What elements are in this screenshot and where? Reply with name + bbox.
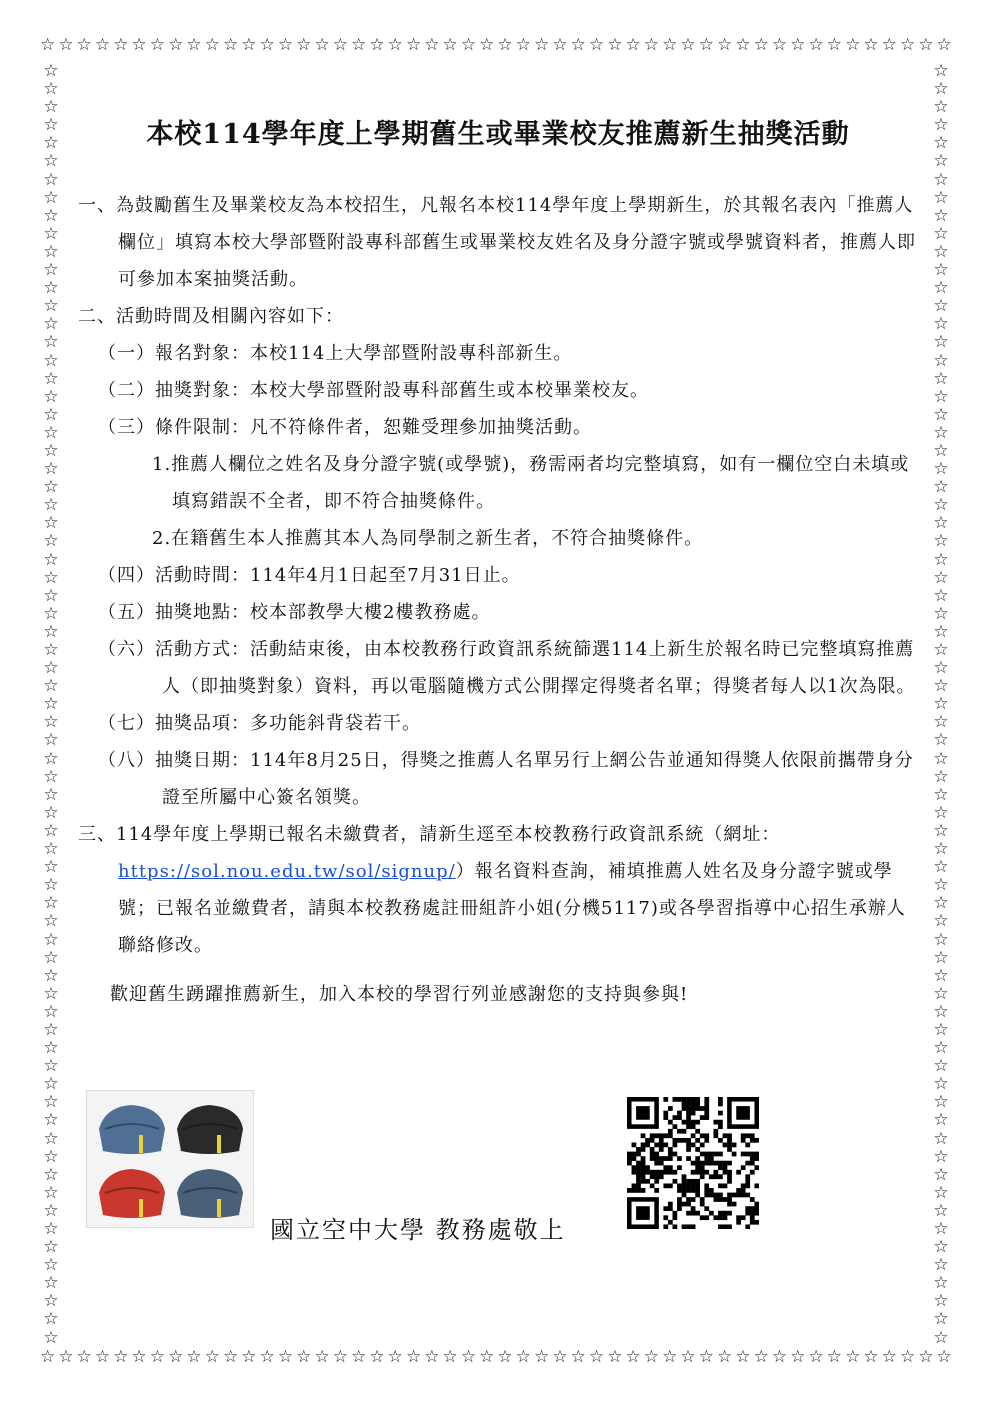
bag (99, 1105, 165, 1154)
star-glyph: ☆ (933, 947, 949, 968)
star-glyph: ☆ (899, 1347, 916, 1367)
star-glyph: ☆ (933, 585, 949, 606)
star-glyph: ☆ (933, 549, 949, 570)
star-glyph: ☆ (43, 314, 59, 335)
star-glyph: ☆ (845, 35, 861, 55)
star-glyph: ☆ (259, 1347, 275, 1367)
star-glyph: ☆ (534, 1347, 550, 1367)
star-glyph: ☆ (933, 440, 949, 461)
star-glyph: ☆ (43, 621, 59, 642)
star-glyph: ☆ (405, 35, 422, 55)
star-glyph: ☆ (933, 513, 949, 534)
bag (99, 1169, 165, 1218)
star-glyph: ☆ (43, 1237, 59, 1258)
star-glyph: ☆ (933, 1038, 949, 1059)
star-glyph: ☆ (933, 1291, 949, 1312)
star-glyph: ☆ (43, 459, 59, 480)
star-glyph: ☆ (168, 35, 184, 55)
star-glyph: ☆ (43, 676, 59, 697)
star-glyph: ☆ (43, 802, 59, 823)
prize-bag-photo (86, 1090, 254, 1228)
star-glyph: ☆ (933, 332, 949, 353)
star-glyph: ☆ (43, 513, 59, 534)
star-glyph: ☆ (43, 151, 59, 172)
star-glyph: ☆ (933, 893, 949, 914)
star-glyph: ☆ (680, 35, 696, 55)
star-glyph: ☆ (933, 169, 949, 190)
star-glyph: ☆ (43, 658, 59, 679)
star-glyph: ☆ (607, 35, 623, 55)
star-glyph: ☆ (552, 35, 568, 55)
star-glyph: ☆ (933, 531, 949, 552)
star-glyph: ☆ (753, 1347, 769, 1367)
condition-sub-item: 1.推薦人欄位之姓名及身分證字號(或學號)，務需兩者均完整填寫，如有一欄位空白未填或填寫錯誤不全者，即不符合抽獎條件。 (152, 454, 910, 512)
section-2-item: （三）條件限制：凡不符條件者，恕難受理參加抽獎活動。 (98, 417, 592, 438)
star-glyph: ☆ (863, 1347, 879, 1367)
star-glyph: ☆ (933, 621, 949, 642)
star-glyph: ☆ (387, 1347, 403, 1367)
star-glyph: ☆ (826, 1347, 843, 1367)
star-glyph: ☆ (43, 1255, 59, 1276)
star-glyph: ☆ (790, 1347, 806, 1367)
star-glyph: ☆ (43, 1146, 59, 1167)
star-glyph: ☆ (43, 440, 59, 461)
star-glyph: ☆ (113, 1347, 129, 1367)
star-glyph: ☆ (43, 386, 59, 407)
star-glyph: ☆ (43, 62, 59, 81)
condition-sub-item: 2.在籍舊生本人推薦其本人為同學制之新生者，不符合抽獎條件。 (152, 528, 704, 549)
star-glyph: ☆ (204, 1347, 220, 1367)
star-glyph: ☆ (735, 35, 751, 55)
star-glyph: ☆ (625, 1347, 641, 1367)
star-glyph: ☆ (43, 260, 59, 281)
star-glyph: ☆ (43, 1001, 59, 1022)
star-glyph: ☆ (790, 35, 806, 55)
star-glyph: ☆ (933, 676, 949, 697)
star-glyph: ☆ (168, 1347, 184, 1367)
star-glyph: ☆ (40, 1347, 56, 1367)
star-glyph: ☆ (43, 1182, 59, 1203)
star-glyph: ☆ (588, 35, 605, 55)
star-glyph: ☆ (643, 1347, 660, 1367)
star-glyph: ☆ (43, 911, 59, 932)
star-glyph: ☆ (933, 187, 949, 208)
star-glyph: ☆ (332, 35, 348, 55)
star-glyph: ☆ (314, 35, 330, 55)
star-glyph: ☆ (933, 965, 949, 986)
star-glyph: ☆ (918, 35, 934, 55)
star-glyph: ☆ (552, 1347, 568, 1367)
star-glyph: ☆ (479, 1347, 495, 1367)
star-glyph: ☆ (933, 296, 949, 317)
star-glyph: ☆ (933, 1128, 949, 1149)
star-glyph: ☆ (497, 35, 513, 55)
star-glyph: ☆ (933, 839, 949, 860)
star-glyph: ☆ (570, 35, 586, 55)
star-glyph: ☆ (771, 35, 788, 55)
section-2-item: （一）報名對象：本校114上大學部暨附設專科部新生。 (98, 343, 573, 364)
star-glyph: ☆ (933, 1146, 949, 1167)
star-glyph: ☆ (43, 694, 59, 715)
bag (177, 1169, 243, 1218)
star-glyph: ☆ (933, 784, 949, 805)
star-glyph: ☆ (43, 1092, 59, 1113)
star-glyph: ☆ (497, 1347, 513, 1367)
star-glyph: ☆ (43, 531, 59, 552)
star-glyph: ☆ (933, 97, 949, 118)
star-glyph: ☆ (43, 1200, 59, 1221)
star-glyph: ☆ (43, 278, 59, 299)
star-border-left (40, 62, 62, 1347)
star-glyph: ☆ (936, 35, 952, 55)
star-glyph: ☆ (933, 983, 949, 1004)
star-glyph: ☆ (933, 694, 949, 715)
star-glyph: ☆ (933, 79, 949, 100)
star-glyph: ☆ (424, 35, 440, 55)
star-glyph: ☆ (933, 1074, 949, 1095)
star-glyph: ☆ (936, 1347, 952, 1367)
star-glyph: ☆ (933, 477, 949, 498)
star-glyph: ☆ (43, 368, 59, 389)
star-glyph: ☆ (933, 151, 949, 172)
star-glyph: ☆ (186, 35, 202, 55)
star-glyph: ☆ (933, 1327, 949, 1347)
star-glyph: ☆ (933, 820, 949, 841)
star-glyph: ☆ (933, 1200, 949, 1221)
star-glyph: ☆ (933, 1019, 949, 1040)
star-glyph: ☆ (43, 350, 59, 371)
star-glyph: ☆ (933, 1273, 949, 1294)
star-glyph: ☆ (405, 1347, 422, 1367)
star-glyph: ☆ (460, 1347, 477, 1367)
star-glyph: ☆ (369, 35, 385, 55)
star-glyph: ☆ (933, 459, 949, 480)
section-2-item: （七）抽獎品項：多功能斜背袋若干。 (98, 713, 421, 734)
star-glyph: ☆ (296, 35, 312, 55)
section-2-item: （二）抽獎對象：本校大學部暨附設專科部舊生或本校畢業校友。 (98, 380, 649, 401)
section-3-text-after: ）報名資料查詢，補填推薦人姓名及身分證字號或學號；已報名並繳費者，請與本校教務處註冊組許小姐(分機5117)或各學習指導中心招生承辦人聯絡修改。 (118, 861, 906, 956)
star-glyph: ☆ (43, 1074, 59, 1095)
star-glyph: ☆ (933, 603, 949, 624)
star-glyph: ☆ (241, 35, 257, 55)
star-glyph: ☆ (515, 1347, 531, 1367)
star-glyph: ☆ (933, 875, 949, 896)
star-glyph: ☆ (43, 404, 59, 425)
star-glyph: ☆ (43, 115, 59, 136)
star-glyph: ☆ (43, 187, 59, 208)
star-glyph: ☆ (43, 947, 59, 968)
star-glyph: ☆ (113, 35, 129, 55)
star-glyph: ☆ (149, 35, 166, 55)
section-2-heading: 二、活動時間及相關內容如下： (78, 306, 344, 327)
star-glyph: ☆ (933, 567, 949, 588)
star-glyph: ☆ (43, 296, 59, 317)
star-glyph: ☆ (662, 1347, 678, 1367)
section-2-item: （八）抽獎日期：114年8月25日，得獎之推薦人名單另行上網公告並通知得獎人依限前攜帶身分證至所屬中心簽名領獎。 (98, 750, 914, 808)
star-glyph: ☆ (241, 1347, 257, 1367)
qr-code-image (627, 1097, 759, 1229)
star-glyph: ☆ (808, 35, 824, 55)
star-glyph: ☆ (933, 857, 949, 878)
star-glyph: ☆ (899, 35, 916, 55)
star-glyph: ☆ (460, 35, 477, 55)
star-glyph: ☆ (716, 35, 733, 55)
star-glyph: ☆ (259, 35, 275, 55)
star-glyph: ☆ (131, 35, 147, 55)
star-glyph: ☆ (826, 35, 843, 55)
star-glyph: ☆ (933, 386, 949, 407)
star-glyph: ☆ (43, 712, 59, 733)
star-glyph: ☆ (43, 1110, 59, 1131)
star-glyph: ☆ (277, 1347, 294, 1367)
star-glyph: ☆ (933, 278, 949, 299)
star-glyph: ☆ (40, 35, 56, 55)
star-glyph: ☆ (933, 1001, 949, 1022)
star-glyph: ☆ (43, 1056, 59, 1077)
star-glyph: ☆ (43, 495, 59, 516)
section-3-text-before: 三、114學年度上學期已報名未繳費者，請新生逕至本校教務行政資訊系統（網址： (78, 824, 781, 845)
star-glyph: ☆ (43, 1291, 59, 1312)
star-glyph: ☆ (351, 35, 367, 55)
signature: 國立空中大學 教務處敬上 (270, 1216, 566, 1244)
section-2-item: （五）抽獎地點：校本部教學大樓2樓教務處。 (98, 602, 491, 623)
star-glyph: ☆ (43, 169, 59, 190)
star-glyph: ☆ (43, 567, 59, 588)
star-glyph: ☆ (43, 1128, 59, 1149)
star-glyph: ☆ (43, 784, 59, 805)
star-glyph: ☆ (933, 404, 949, 425)
star-glyph: ☆ (588, 1347, 605, 1367)
star-glyph: ☆ (149, 1347, 166, 1367)
star-glyph: ☆ (58, 1347, 74, 1367)
star-glyph: ☆ (43, 97, 59, 118)
star-glyph: ☆ (296, 1347, 312, 1367)
star-glyph: ☆ (43, 585, 59, 606)
star-glyph: ☆ (43, 133, 59, 154)
star-glyph: ☆ (424, 1347, 440, 1367)
star-glyph: ☆ (933, 712, 949, 733)
star-glyph: ☆ (351, 1347, 367, 1367)
star-glyph: ☆ (771, 1347, 788, 1367)
star-glyph: ☆ (698, 1347, 714, 1367)
star-glyph: ☆ (43, 477, 59, 498)
star-glyph: ☆ (534, 35, 550, 55)
star-glyph: ☆ (515, 35, 531, 55)
star-glyph: ☆ (933, 1255, 949, 1276)
star-glyph: ☆ (43, 223, 59, 244)
star-glyph: ☆ (933, 730, 949, 751)
star-glyph: ☆ (933, 802, 949, 823)
star-glyph: ☆ (222, 1347, 239, 1367)
star-glyph: ☆ (933, 223, 949, 244)
qr-code[interactable] (627, 1097, 759, 1229)
star-glyph: ☆ (43, 1164, 59, 1185)
star-glyph: ☆ (933, 350, 949, 371)
star-glyph: ☆ (845, 1347, 861, 1367)
star-glyph: ☆ (698, 35, 714, 55)
announcement-body (78, 112, 918, 1013)
star-glyph: ☆ (933, 1092, 949, 1113)
star-glyph: ☆ (716, 1347, 733, 1367)
star-glyph: ☆ (933, 911, 949, 932)
star-glyph: ☆ (863, 35, 879, 55)
star-glyph: ☆ (933, 260, 949, 281)
star-glyph: ☆ (43, 929, 59, 950)
star-glyph: ☆ (808, 1347, 824, 1367)
star-glyph: ☆ (933, 658, 949, 679)
star-glyph: ☆ (933, 1110, 949, 1131)
star-glyph: ☆ (735, 1347, 751, 1367)
star-glyph: ☆ (933, 495, 949, 516)
star-glyph: ☆ (881, 1347, 897, 1367)
star-glyph: ☆ (43, 730, 59, 751)
section-3 (78, 816, 918, 964)
star-glyph: ☆ (58, 35, 74, 55)
star-glyph: ☆ (933, 766, 949, 787)
section-2-item: （六）活動方式：活動結束後，由本校教務行政資訊系統篩選114上新生於報名時已完整填寫推薦人（即抽獎對象）資料，再以電腦隨機方式公開擇定得獎者名單；得獎者每人以1次為限。 (98, 639, 916, 697)
star-glyph: ☆ (43, 1273, 59, 1294)
star-glyph: ☆ (43, 875, 59, 896)
star-glyph: ☆ (43, 549, 59, 570)
star-glyph: ☆ (933, 368, 949, 389)
star-glyph: ☆ (442, 1347, 458, 1367)
star-glyph: ☆ (94, 35, 111, 55)
star-glyph: ☆ (43, 79, 59, 100)
star-glyph: ☆ (933, 1237, 949, 1258)
star-glyph: ☆ (43, 1309, 59, 1330)
star-glyph: ☆ (933, 1309, 949, 1330)
star-glyph: ☆ (43, 241, 59, 262)
star-glyph: ☆ (43, 748, 59, 769)
star-glyph: ☆ (933, 205, 949, 226)
star-glyph: ☆ (933, 640, 949, 660)
star-glyph: ☆ (43, 1038, 59, 1059)
star-glyph: ☆ (933, 314, 949, 335)
star-glyph: ☆ (43, 965, 59, 986)
star-glyph: ☆ (442, 35, 458, 55)
star-glyph: ☆ (933, 1164, 949, 1185)
star-glyph: ☆ (222, 35, 239, 55)
star-glyph: ☆ (131, 1347, 147, 1367)
star-glyph: ☆ (933, 133, 949, 154)
star-glyph: ☆ (43, 983, 59, 1004)
star-glyph: ☆ (625, 35, 641, 55)
star-glyph: ☆ (43, 766, 59, 787)
star-glyph: ☆ (43, 332, 59, 353)
star-border-top (40, 34, 952, 56)
star-glyph: ☆ (43, 1219, 59, 1239)
star-glyph: ☆ (76, 1347, 92, 1367)
star-glyph: ☆ (570, 1347, 586, 1367)
star-glyph: ☆ (753, 35, 769, 55)
bag-illustration (87, 1091, 253, 1227)
page-title: 本校114學年度上學期舊生或畢業校友推薦新生抽獎活動 (146, 119, 850, 150)
star-glyph: ☆ (43, 857, 59, 878)
star-glyph: ☆ (332, 1347, 348, 1367)
star-glyph: ☆ (277, 35, 294, 55)
star-glyph: ☆ (881, 35, 897, 55)
star-glyph: ☆ (643, 35, 660, 55)
star-glyph: ☆ (933, 1182, 949, 1203)
star-glyph: ☆ (314, 1347, 330, 1367)
star-glyph: ☆ (918, 1347, 934, 1367)
star-glyph: ☆ (933, 1219, 949, 1239)
star-glyph: ☆ (933, 241, 949, 262)
star-glyph: ☆ (204, 35, 220, 55)
section-2-item: （四）活動時間：114年4月1日起至7月31日止。 (98, 565, 521, 586)
star-glyph: ☆ (94, 1347, 111, 1367)
star-glyph: ☆ (933, 62, 949, 81)
star-glyph: ☆ (43, 422, 59, 443)
bag (177, 1105, 243, 1154)
star-glyph: ☆ (43, 603, 59, 624)
star-glyph: ☆ (76, 35, 92, 55)
star-glyph: ☆ (479, 35, 495, 55)
star-glyph: ☆ (43, 205, 59, 226)
star-glyph: ☆ (186, 1347, 202, 1367)
star-glyph: ☆ (933, 748, 949, 769)
section-1: 一、為鼓勵舊生及畢業校友為本校招生，凡報名本校114學年度上學期新生，於其報名表內「推薦人欄位」填寫本校大學部暨附設專科部舊生或畢業校友姓名及身分證字號或學號資料者，推薦人即可參加本案抽獎活動。 (78, 195, 916, 290)
star-glyph: ☆ (933, 929, 949, 950)
star-glyph: ☆ (933, 115, 949, 136)
star-glyph: ☆ (43, 640, 59, 660)
star-glyph: ☆ (43, 1327, 59, 1347)
star-glyph: ☆ (43, 893, 59, 914)
star-glyph: ☆ (43, 820, 59, 841)
star-glyph: ☆ (933, 1056, 949, 1077)
star-glyph: ☆ (43, 1019, 59, 1040)
star-glyph: ☆ (369, 1347, 385, 1367)
star-glyph: ☆ (607, 1347, 623, 1367)
star-glyph: ☆ (680, 1347, 696, 1367)
star-border-right (930, 62, 952, 1347)
signup-link[interactable]: https://sol.nou.edu.tw/sol/signup/ (118, 861, 456, 882)
star-glyph: ☆ (387, 35, 403, 55)
star-border-bottom (40, 1346, 952, 1368)
closing-message: 歡迎舊生踴躍推薦新生，加入本校的學習行列並感謝您的支持與參與! (110, 984, 689, 1005)
star-glyph: ☆ (933, 422, 949, 443)
star-glyph: ☆ (662, 35, 678, 55)
star-glyph: ☆ (43, 839, 59, 860)
